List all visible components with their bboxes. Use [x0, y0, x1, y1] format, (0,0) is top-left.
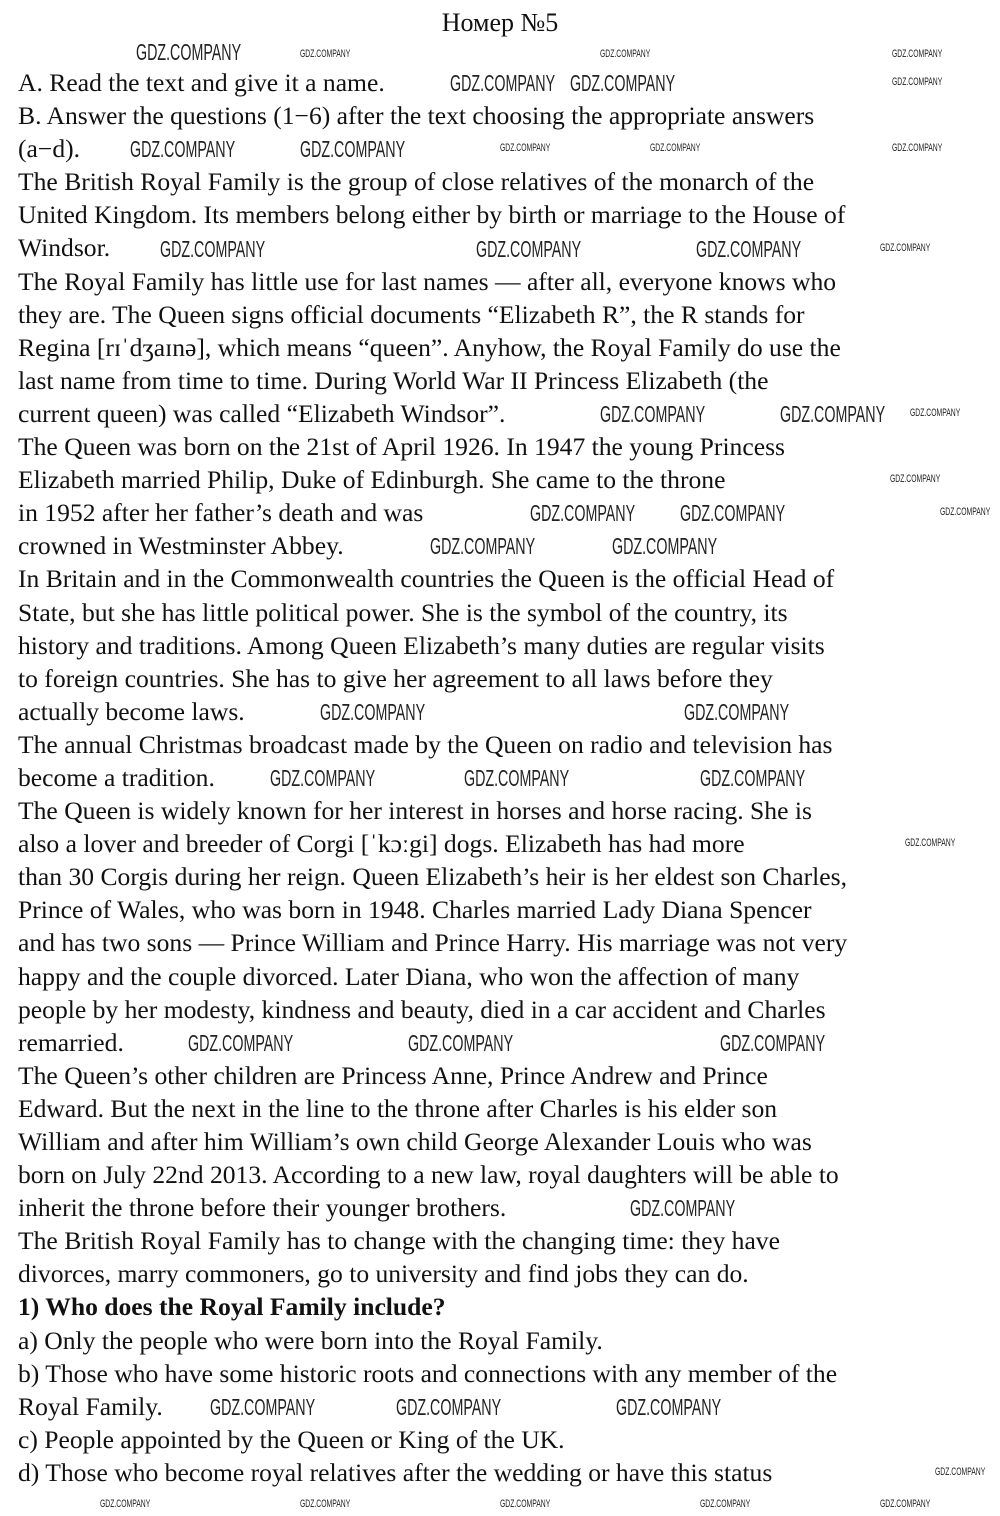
text-line: c) People appointed by the Queen or King of the UK. [18, 1424, 565, 1454]
text-line: Regina [rɪˈdʒaɪnə], which means “queen”. Anyhow, the Royal Family do use the [18, 332, 841, 362]
text-line: d) Those who become royal relatives after the wedding or have this status [18, 1457, 773, 1487]
watermark: GDZ.COMPANY [210, 1394, 316, 1420]
watermark: GDZ.COMPANY [430, 533, 536, 559]
text-line: in 1952 after her father’s death and was [18, 498, 424, 528]
watermark: GDZ.COMPANY [130, 136, 236, 162]
text-line: Prince of Wales, who was born in 1948. Charles married Lady Diana Spencer [18, 895, 812, 925]
text-line: The British Royal Family is the group of close relatives of the monarch of the [18, 167, 815, 197]
watermark: GDZ.COMPANY [630, 1195, 736, 1221]
watermark: GDZ.COMPANY [720, 1030, 826, 1056]
text-line: people by her modesty, kindness and beauty, died in a car accident and Charles [18, 994, 826, 1024]
text-line: The Royal Family has little use for last names — after all, everyone knows who [18, 266, 837, 296]
watermark: GDZ.COMPANY [464, 765, 570, 791]
watermark: GDZ.COMPANY [300, 48, 351, 60]
watermark: GDZ.COMPANY [500, 142, 551, 154]
watermark: GDZ.COMPANY [600, 401, 706, 427]
watermark: GDZ.COMPANY [940, 506, 991, 518]
watermark: GDZ.COMPANY [136, 39, 242, 65]
text-line: become a tradition. [18, 762, 215, 792]
text-line: The British Royal Family has to change with the changing time: they have [18, 1226, 780, 1256]
text-line: born on July 22nd 2013. According to a new law, royal daughters will be able to [18, 1160, 839, 1190]
watermark: GDZ.COMPANY [905, 837, 956, 849]
watermark: GDZ.COMPANY [100, 1498, 151, 1510]
page-title: Номер №5 [441, 8, 559, 37]
watermark: GDZ.COMPANY [892, 142, 943, 154]
text-line: A. Read the text and give it a name. [18, 68, 385, 97]
text-line: divorces, marry commoners, go to university and find jobs they can do. [18, 1259, 749, 1289]
watermark: GDZ.COMPANY [880, 1498, 931, 1510]
text-line: Elizabeth married Philip, Duke of Edinburgh. She came to the throne [18, 465, 726, 495]
text-line: and has two sons — Prince William and Prince Harry. His marriage was not very [18, 928, 848, 958]
text-line: William and after him William’s own child George Alexander Louis who was [18, 1127, 812, 1156]
text-line: Royal Family. [18, 1391, 163, 1421]
watermark: GDZ.COMPANY [300, 1498, 351, 1510]
text-line: remarried. [18, 1027, 124, 1057]
watermark: GDZ.COMPANY [890, 473, 941, 485]
watermark: GDZ.COMPANY [570, 70, 676, 96]
text-line: history and traditions. Among Queen Elizabeth’s many duties are regular visits [18, 630, 825, 660]
text-line: current queen) was called “Elizabeth Windsor”. [18, 398, 506, 428]
watermark: GDZ.COMPANY [408, 1030, 514, 1056]
watermark: GDZ.COMPANY [935, 1466, 986, 1478]
watermark: GDZ.COMPANY [880, 242, 931, 254]
text-line: United Kingdom. Its members belong either by birth or marriage to the House of [18, 200, 846, 230]
text-line: Windsor. [18, 233, 111, 263]
text-line: (a−d). [18, 134, 81, 164]
watermark: GDZ.COMPANY [600, 48, 651, 60]
text-line: The Queen’s other children are Princess Anne, Prince Andrew and Prince [18, 1060, 768, 1090]
text-line: a) Only the people who were born into the Royal Family. [18, 1325, 603, 1355]
watermark: GDZ.COMPANY [160, 236, 266, 262]
watermark: GDZ.COMPANY [500, 1498, 551, 1510]
watermark: GDZ.COMPANY [780, 401, 886, 427]
text-line: they are. The Queen signs official documents “Elizabeth R”, the R stands for [18, 299, 805, 329]
document-body [18, 66, 847, 1489]
watermark: GDZ.COMPANY [680, 500, 786, 526]
watermark: GDZ.COMPANY [650, 142, 701, 154]
watermark: GDZ.COMPANY [892, 48, 943, 60]
watermark: GDZ.COMPANY [684, 699, 790, 725]
question-heading: 1) Who does the Royal Family include? [18, 1292, 446, 1322]
text-line: happy and the couple divorced. Later Diana, who won the affection of many [18, 961, 800, 991]
watermark: GDZ.COMPANY [892, 76, 943, 88]
watermark: GDZ.COMPANY [396, 1394, 502, 1420]
watermark: GDZ.COMPANY [188, 1030, 294, 1056]
watermark: GDZ.COMPANY [612, 533, 718, 559]
text-line: than 30 Corgis during her reign. Queen Elizabeth’s heir is her eldest son Charles, [18, 862, 847, 892]
text-line: last name from time to time. During World War II Princess Elizabeth (the [18, 365, 769, 395]
text-line: actually become laws. [18, 696, 245, 726]
watermark: GDZ.COMPANY [700, 765, 806, 791]
text-line: The Queen is widely known for her interest in horses and horse racing. She is [18, 796, 812, 826]
text-line: The Queen was born on the 21st of April 1926. In 1947 the young Princess [18, 432, 785, 462]
watermark: GDZ.COMPANY [320, 699, 426, 725]
text-line: inherit the throne before their younger brothers. [18, 1193, 507, 1223]
watermark: GDZ.COMPANY [450, 70, 556, 96]
watermark: GDZ.COMPANY [300, 136, 406, 162]
watermark: GDZ.COMPANY [700, 1498, 751, 1510]
text-line: to foreign countries. She has to give her agreement to all laws before they [18, 663, 773, 693]
text-line: crowned in Westminster Abbey. [18, 531, 344, 561]
text-line: b) Those who have some historic roots and connections with any member of the [18, 1358, 838, 1388]
watermark: GDZ.COMPANY [696, 236, 802, 262]
watermark: GDZ.COMPANY [476, 236, 582, 262]
text-line: Edward. But the next in the line to the throne after Charles is his elder son [18, 1093, 778, 1123]
text-line: also a lover and breeder of Corgi [ˈkɔːgi] dogs. Elizabeth has had more [18, 829, 745, 859]
watermark: GDZ.COMPANY [530, 500, 636, 526]
text-line: B. Answer the questions (1−6) after the text choosing the appropriate answers [18, 101, 815, 131]
text-line: The annual Christmas broadcast made by the Queen on radio and television has [18, 729, 833, 759]
watermark: GDZ.COMPANY [270, 765, 376, 791]
text-line: In Britain and in the Commonwealth countries the Queen is the official Head of [18, 564, 835, 594]
watermark: GDZ.COMPANY [910, 407, 961, 419]
text-line: State, but she has little political power. She is the symbol of the country, its [18, 597, 788, 627]
watermark: GDZ.COMPANY [616, 1394, 722, 1420]
